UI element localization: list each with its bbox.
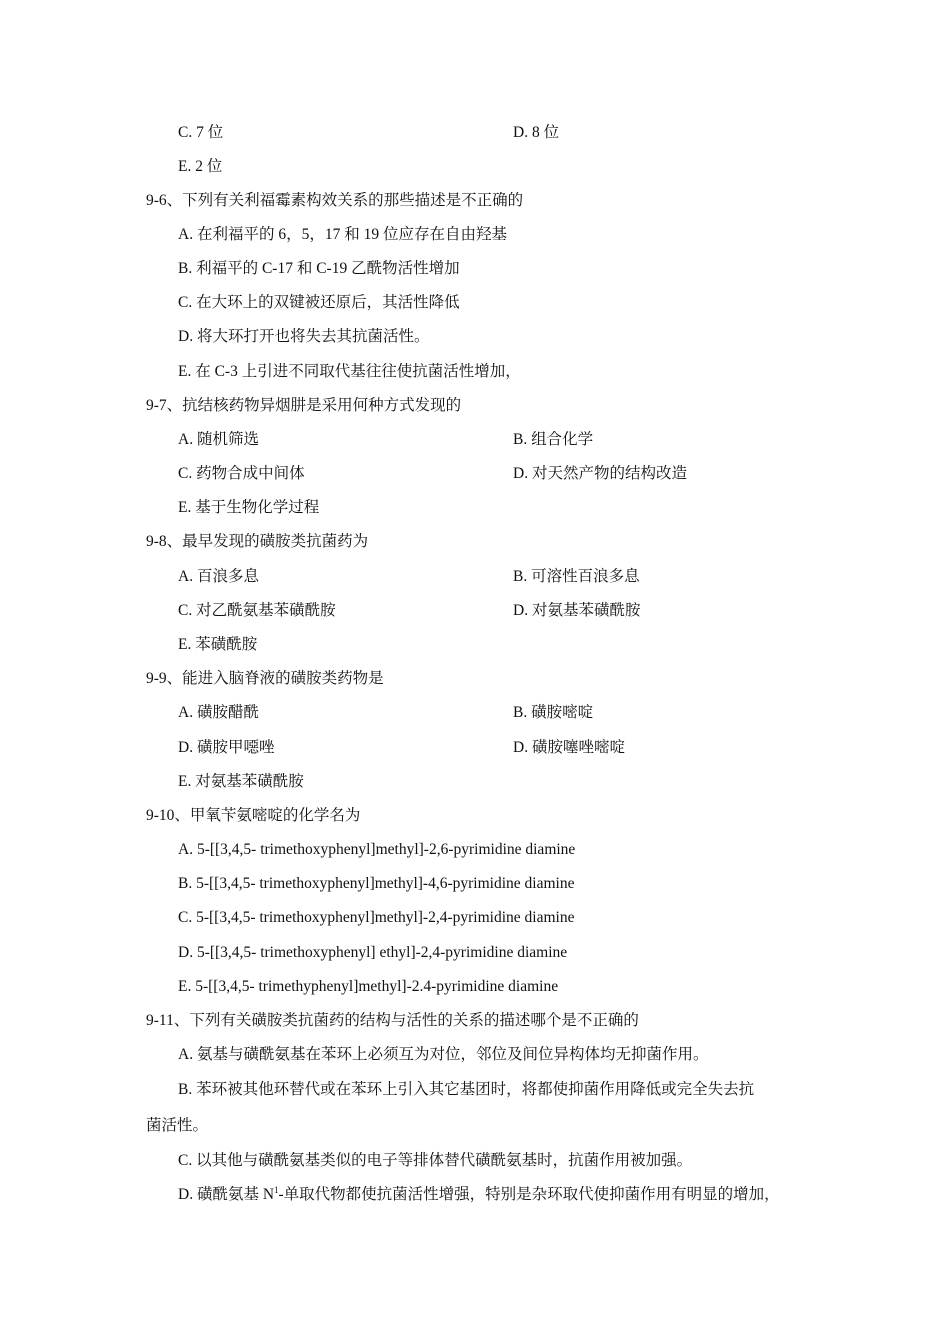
question-9-6-option-b: B. 利福平的 C-17 和 C-19 乙酰物活性增加 [178, 260, 460, 277]
question-9-10-option-d: D. 5-[[3,4,5- trimethoxyphenyl] ethyl]-2,4-pyrimidine diamine [178, 944, 568, 961]
question-9-9-option-c: D. 磺胺甲噁唑 [178, 739, 275, 756]
question-9-8-option-c: C. 对乙酰氨基苯磺酰胺 [178, 602, 336, 619]
question-9-8-option-a: A. 百浪多息 [178, 568, 259, 585]
question-9-9-option-a: A. 磺胺醋酰 [178, 704, 259, 721]
question-9-10-stem: 9-10、甲氧苄氨嘧啶的化学名为 [146, 807, 361, 824]
question-9-8-option-b: B. 可溶性百浪多息 [513, 568, 640, 585]
question-9-6-option-a: A. 在利福平的 6，5，17 和 19 位应存在自由羟基 [178, 226, 507, 243]
option-d-fragment: D. 8 位 [513, 124, 560, 141]
question-9-11-option-d [178, 1178, 780, 1212]
question-9-7-option-d: D. 对天然产物的结构改造 [513, 465, 687, 482]
question-9-10-option-e: E. 5-[[3,4,5- trimethyphenyl]methyl]-2.4-pyrimidine diamine [178, 978, 559, 995]
question-9-8-option-e: E. 苯磺酰胺 [178, 636, 258, 653]
superscript-1: 1 [274, 1184, 279, 1195]
question-9-6-stem: 9-6、下列有关利福霉素构效关系的那些描述是不正确的 [146, 192, 524, 209]
question-9-10-option-a: A. 5-[[3,4,5- trimethoxyphenyl]methyl]-2,6-pyrimidine diamine [178, 841, 576, 858]
question-9-10-option-b: B. 5-[[3,4,5- trimethoxyphenyl]methyl]-4,6-pyrimidine diamine [178, 875, 575, 892]
question-9-9-option-e: E. 对氨基苯磺酰胺 [178, 773, 304, 790]
question-9-8-option-d: D. 对氨基苯磺酰胺 [513, 602, 641, 619]
option-d-prefix: D. 磺酰氨基 N [178, 1186, 275, 1203]
option-d-suffix: -单取代物都使抗菌活性增强，特别是杂环取代使抑菌作用有明显的增加， [278, 1186, 780, 1203]
question-9-10-option-c: C. 5-[[3,4,5- trimethoxyphenyl]methyl]-2,4-pyrimidine diamine [178, 909, 575, 926]
question-9-7-option-a: A. 随机筛选 [178, 431, 259, 448]
question-9-9-option-d: D. 磺胺噻唑嘧啶 [513, 739, 625, 756]
option-c-fragment: C. 7 位 [178, 124, 224, 141]
question-9-8-stem: 9-8、最早发现的磺胺类抗菌药为 [146, 533, 369, 550]
question-9-11-option-b-continuation: 菌活性。 [146, 1117, 209, 1134]
question-9-11-stem: 9-11、下列有关磺胺类抗菌药的结构与活性的关系的描述哪个是不正确的 [146, 1012, 639, 1029]
question-9-9-option-b: B. 磺胺嘧啶 [513, 704, 594, 721]
option-e-fragment: E. 2 位 [178, 158, 223, 175]
question-9-11-option-c: C. 以其他与磺酰氨基类似的电子等排体替代磺酰氨基时，抗菌作用被加强。 [178, 1152, 693, 1169]
question-9-7-stem: 9-7、抗结核药物异烟肼是采用何种方式发现的 [146, 397, 462, 414]
question-9-11-option-a: A. 氨基与磺酰氨基在苯环上必须互为对位，邻位及间位异构体均无抑菌作用。 [178, 1046, 709, 1063]
question-9-9-stem: 9-9、能进入脑脊液的磺胺类药物是 [146, 670, 384, 687]
question-9-6-option-d: D. 将大环打开也将失去其抗菌活性。 [178, 328, 430, 345]
question-9-7-option-b: B. 组合化学 [513, 431, 594, 448]
question-9-6-option-e: E. 在 C-3 上引进不同取代基往往使抗菌活性增加， [178, 363, 521, 380]
question-9-7-option-e: E. 基于生物化学过程 [178, 499, 320, 516]
question-9-6-option-c: C. 在大环上的双键被还原后，其活性降低 [178, 294, 460, 311]
question-9-11-option-b: B. 苯环被其他环替代或在苯环上引入其它基团时，将都使抑菌作用降低或完全失去抗 [178, 1081, 755, 1098]
question-9-7-option-c: C. 药物合成中间体 [178, 465, 305, 482]
